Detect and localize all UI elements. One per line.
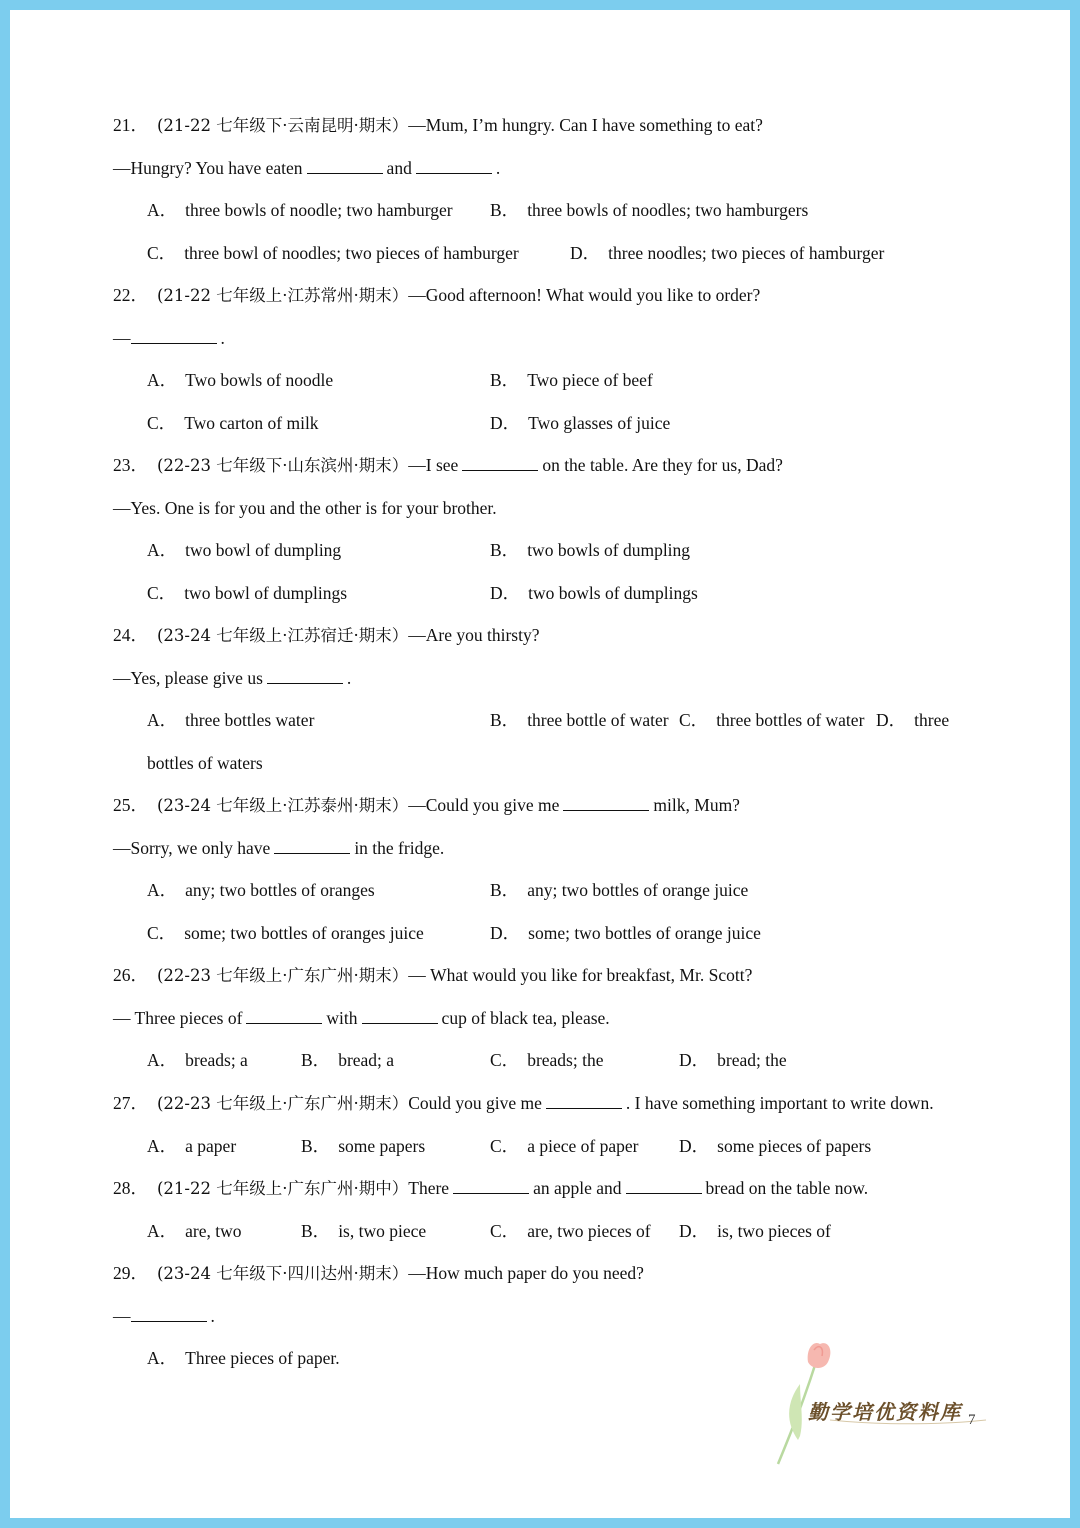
question-number: 25． [113, 795, 148, 815]
dialogue-text: . [346, 668, 352, 688]
question-text: —Are you thirsty? [408, 625, 540, 645]
option-d[interactable] [570, 242, 884, 264]
option-text: Two piece of beef [527, 370, 653, 390]
option-text: three bowls of noodle; two hamburger [185, 200, 453, 220]
option-text: two bowl of dumplings [184, 583, 348, 603]
watermark [770, 1340, 1010, 1470]
option-b[interactable] [301, 1135, 425, 1157]
question-number: 28． [113, 1178, 148, 1198]
question-text: milk, Mum? [653, 795, 740, 815]
option-label: B． [301, 1221, 331, 1241]
option-b[interactable] [490, 709, 669, 731]
option-label: B． [490, 370, 520, 390]
option-label: C． [490, 1221, 520, 1241]
option-text: any; two bottles of oranges [185, 880, 375, 900]
option-text: three [914, 710, 950, 730]
option-text: three bowls of noodles; two hamburgers [527, 200, 809, 220]
option-text: breads; the [527, 1050, 604, 1070]
answer-blank [362, 1007, 438, 1024]
option-label: A． [147, 1136, 178, 1156]
option-text: two bowl of dumpling [185, 540, 342, 560]
option-c[interactable] [147, 582, 347, 604]
page-number: 7 [968, 1412, 976, 1428]
option-a[interactable] [147, 199, 453, 221]
option-b[interactable] [490, 539, 690, 561]
watermark-text: 勤学培优资料库 [808, 1400, 962, 1424]
option-d-continued: bottles of waters [147, 753, 263, 773]
answer-blank [267, 667, 343, 684]
option-label: D． [490, 413, 521, 433]
option-b[interactable] [301, 1220, 426, 1242]
option-text: are, two [185, 1221, 242, 1241]
question-source: (22-23 七年级上·广东广州·期末） [157, 1094, 409, 1113]
question-text: an apple and [533, 1178, 622, 1198]
option-a[interactable] [147, 879, 375, 901]
option-label: B． [490, 710, 520, 730]
option-text: Two glasses of juice [528, 413, 671, 433]
option-a[interactable] [147, 1049, 248, 1071]
option-c[interactable] [147, 242, 519, 264]
question-29-dialogue [113, 1305, 215, 1327]
question-26-dialogue [113, 1007, 610, 1029]
dialogue-text: . [210, 1306, 215, 1326]
option-text: Two bowls of noodle [185, 370, 334, 390]
option-label: A． [147, 200, 178, 220]
answer-blank [453, 1177, 529, 1194]
option-c[interactable] [147, 922, 424, 944]
option-label: B． [301, 1050, 331, 1070]
option-text: three noodles; two pieces of hamburger [608, 243, 885, 263]
option-text: is, two piece [338, 1221, 427, 1241]
question-text: —Good afternoon! What would you like to order? [408, 285, 761, 305]
option-text: three bowl of noodles; two pieces of hamburger [184, 243, 519, 263]
question-23-stem [113, 454, 783, 477]
option-label: C． [490, 1050, 520, 1070]
question-25-stem [113, 794, 740, 817]
question-text: on the table. Are they for us, Dad? [542, 455, 783, 475]
option-label: B． [301, 1136, 331, 1156]
dialogue-text: and [386, 158, 412, 178]
option-text: breads; a [185, 1050, 248, 1070]
question-text: —I see [408, 455, 459, 475]
option-label: B． [490, 880, 520, 900]
option-label: A． [147, 1348, 178, 1368]
option-a[interactable] [147, 1135, 236, 1157]
question-22-stem [113, 284, 760, 307]
option-text: some; two bottles of orange juice [528, 923, 761, 943]
option-a[interactable] [147, 539, 341, 561]
option-d[interactable] [490, 582, 698, 604]
question-21-stem [113, 114, 763, 137]
option-d[interactable] [490, 922, 761, 944]
option-text: two bowls of dumpling [527, 540, 691, 560]
dialogue-text: —Hungry? You have eaten [113, 158, 303, 178]
answer-blank [416, 157, 492, 174]
answer-blank [546, 1092, 622, 1109]
option-label: D． [679, 1050, 710, 1070]
question-24-dialogue [113, 667, 351, 689]
option-d[interactable] [679, 1135, 871, 1157]
question-text: . I have something important to write down. [625, 1093, 934, 1113]
option-d[interactable] [679, 1049, 787, 1071]
option-label: B． [490, 200, 520, 220]
option-a[interactable] [147, 1347, 340, 1369]
option-label: A． [147, 1221, 178, 1241]
question-text: Could you give me [408, 1093, 542, 1113]
question-number: 23． [113, 455, 148, 475]
option-label: D． [490, 583, 521, 603]
option-label: C． [147, 583, 177, 603]
option-label: C． [147, 413, 177, 433]
option-text: three bottles water [185, 710, 315, 730]
question-source: (21-22 七年级上·江苏常州·期末） [157, 286, 409, 305]
option-label: A． [147, 880, 178, 900]
option-c[interactable] [490, 1049, 603, 1071]
option-text: three bottle of water [527, 710, 669, 730]
option-text: three bottles of water [716, 710, 865, 730]
question-source: (22-23 七年级上·广东广州·期末） [157, 966, 409, 985]
option-text: is, two pieces of [717, 1221, 831, 1241]
option-text: some pieces of papers [717, 1136, 872, 1156]
dialogue-text: — [113, 328, 131, 348]
question-text: There [408, 1178, 450, 1198]
question-source: (21-22 七年级上·广东广州·期中） [157, 1179, 409, 1198]
option-text: Two carton of milk [184, 413, 319, 433]
question-24-stem [113, 624, 539, 647]
option-b[interactable] [490, 199, 808, 221]
question-number: 22． [113, 285, 148, 305]
option-text: some; two bottles of oranges juice [184, 923, 424, 943]
option-b[interactable] [490, 369, 653, 391]
question-number: 21． [113, 115, 148, 135]
option-b[interactable] [301, 1049, 394, 1071]
question-source: (23-24 七年级上·江苏宿迁·期末） [157, 626, 409, 645]
option-a[interactable] [147, 369, 333, 391]
answer-blank [131, 327, 217, 344]
question-text: — What would you like for breakfast, Mr. Scott? [408, 965, 753, 985]
answer-blank [563, 794, 649, 811]
dialogue-text: cup of black tea, please. [441, 1008, 610, 1028]
question-text: —Could you give me [408, 795, 560, 815]
answer-blank [274, 837, 350, 854]
option-text: bread; a [338, 1050, 395, 1070]
question-source: (23-24 七年级上·江苏泰州·期末） [157, 796, 409, 815]
dialogue-text: . [220, 328, 225, 348]
question-22-dialogue [113, 327, 225, 349]
question-number: 29． [113, 1263, 148, 1283]
option-c[interactable] [490, 1220, 651, 1242]
option-label: D． [570, 243, 601, 263]
question-28-stem [113, 1177, 868, 1200]
option-d[interactable] [876, 709, 949, 731]
option-d[interactable] [679, 1220, 831, 1242]
answer-blank [307, 157, 383, 174]
question-21-dialogue [113, 157, 500, 179]
question-source: (21-22 七年级下·云南昆明·期末） [157, 116, 409, 135]
option-label: D． [679, 1136, 710, 1156]
dialogue-text: . [495, 158, 501, 178]
option-text: bread; the [717, 1050, 787, 1070]
dialogue-text: —Yes, please give us [113, 668, 263, 688]
option-label: C． [147, 923, 177, 943]
option-d[interactable] [490, 412, 670, 434]
dialogue-text: —Sorry, we only have [113, 838, 271, 858]
dialogue-text: — Three pieces of [113, 1008, 243, 1028]
option-label: D． [490, 923, 521, 943]
question-number: 27． [113, 1093, 148, 1113]
dialogue-text: — [113, 1306, 131, 1326]
question-source: (23-24 七年级下·四川达州·期末） [157, 1264, 409, 1283]
option-label: A． [147, 1050, 178, 1070]
option-label: C． [490, 1136, 520, 1156]
question-25-dialogue [113, 837, 444, 859]
option-label: A． [147, 710, 178, 730]
option-c[interactable] [490, 1135, 638, 1157]
option-text: a paper [185, 1136, 237, 1156]
question-source: (22-23 七年级下·山东滨州·期末） [157, 456, 409, 475]
question-27-stem [113, 1092, 934, 1115]
dialogue-text: with [326, 1008, 358, 1028]
option-label: D． [679, 1221, 710, 1241]
option-label: D． [876, 710, 907, 730]
question-26-stem [113, 964, 752, 987]
option-text: are, two pieces of [527, 1221, 651, 1241]
option-label: C． [147, 243, 177, 263]
answer-blank [246, 1007, 322, 1024]
option-label: A． [147, 540, 178, 560]
option-a[interactable] [147, 1220, 242, 1242]
option-text: any; two bottles of orange juice [527, 880, 749, 900]
option-label: B． [490, 540, 520, 560]
question-29-stem [113, 1262, 644, 1285]
answer-blank [462, 454, 538, 471]
question-text: —Mum, I’m hungry. Can I have something to eat? [408, 115, 763, 135]
option-text: some papers [338, 1136, 426, 1156]
option-text: two bowls of dumplings [528, 583, 698, 603]
answer-blank [131, 1305, 207, 1322]
option-a[interactable] [147, 709, 314, 731]
answer-blank [626, 1177, 702, 1194]
option-c[interactable] [147, 412, 319, 434]
question-number: 26． [113, 965, 148, 985]
option-b[interactable] [490, 879, 748, 901]
option-text: Three pieces of paper. [185, 1348, 340, 1368]
question-number: 24． [113, 625, 148, 645]
dialogue-text: in the fridge. [354, 838, 445, 858]
worksheet-page [10, 10, 1070, 1518]
option-label: C． [679, 710, 709, 730]
question-text: bread on the table now. [705, 1178, 869, 1198]
question-23-dialogue: —Yes. One is for you and the other is for your brother. [113, 498, 497, 518]
option-c[interactable] [679, 709, 864, 731]
option-label: A． [147, 370, 178, 390]
option-text: a piece of paper [527, 1136, 639, 1156]
question-text: —How much paper do you need? [408, 1263, 644, 1283]
